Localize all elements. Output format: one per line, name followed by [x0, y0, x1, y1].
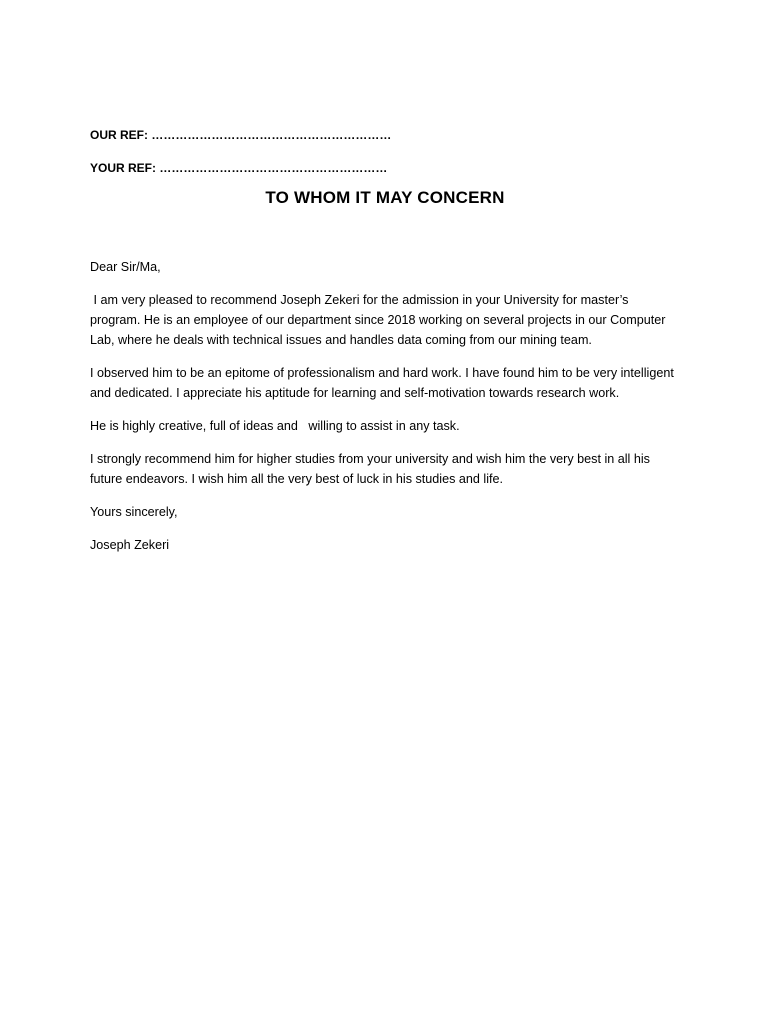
paragraph-endorsement: I strongly recommend him for higher studies from your university and wish him the very best in all his future endeavors. I wish him all the very best of luck in his studies and life.	[90, 452, 650, 486]
signature-name: Joseph Zekeri	[90, 538, 170, 552]
paragraph-professionalism: I observed him to be an epitome of professionalism and hard work. I have found him to be very intelligent and dedicated. I appreciate his aptitude for learning and self-motivation towards research work.	[90, 366, 674, 400]
salutation: Dear Sir/Ma,	[90, 260, 161, 274]
paragraph-creativity: He is highly creative, full of ideas and willing to assist in any task.	[90, 419, 460, 433]
letter-title: TO WHOM IT MAY CONCERN	[265, 188, 505, 207]
letter-body	[90, 126, 680, 555]
closing: Yours sincerely,	[90, 505, 178, 519]
your-ref: YOUR REF: …………………………………………………	[90, 161, 388, 175]
paragraph-recommendation: I am very pleased to recommend Joseph Zekeri for the admission in your University for master’s program. He is an employee of our department since 2018 working on several projects in our Computer Lab, where he deals with technical issues and handles data coming from our mining team.	[90, 293, 669, 347]
our-ref: OUR REF: ……………………………………………………	[90, 128, 392, 142]
